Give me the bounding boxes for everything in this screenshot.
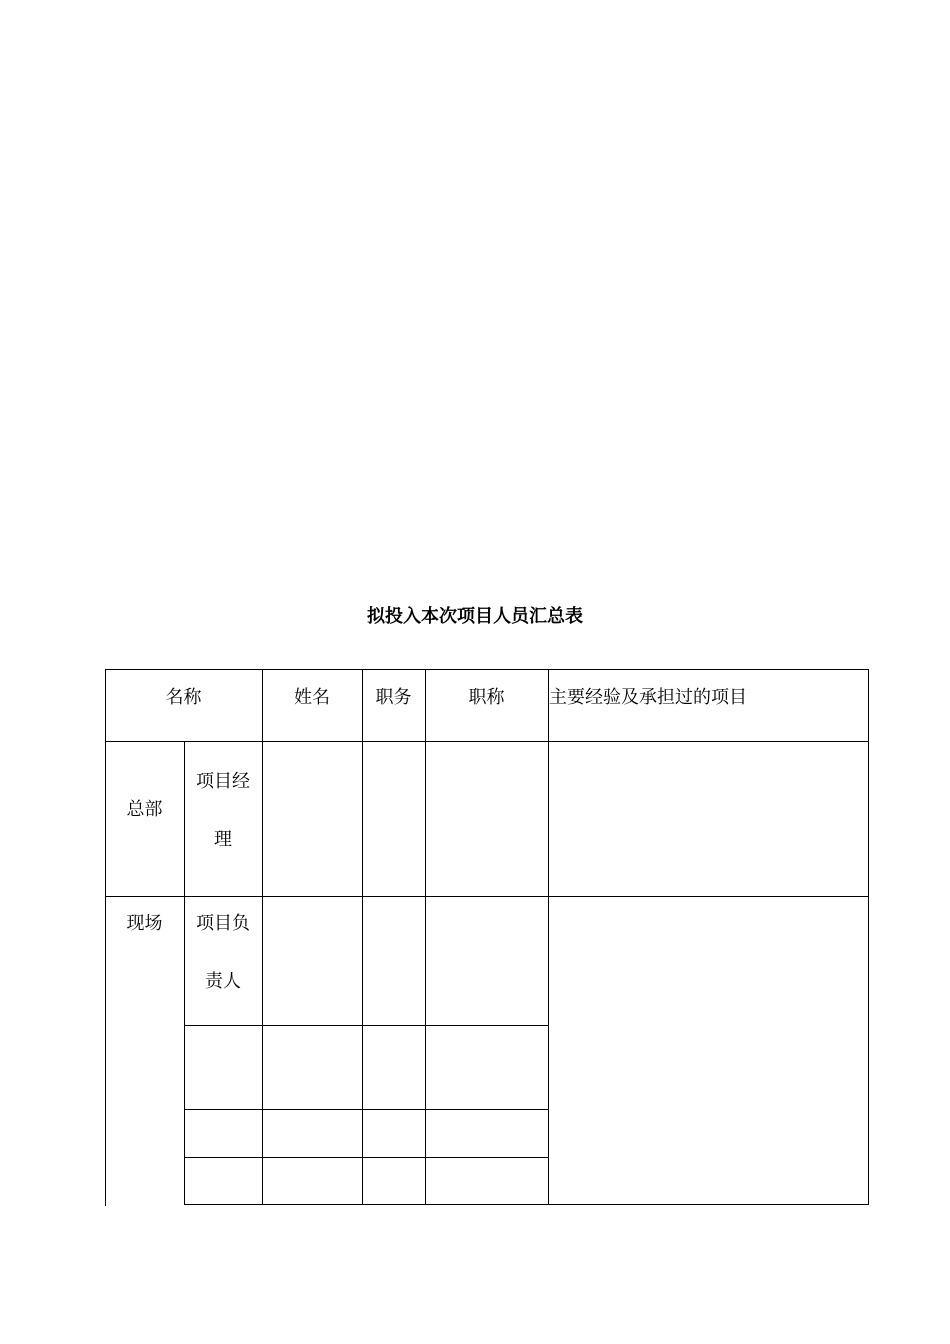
document-title: 拟投入本次项目人员汇总表 — [367, 606, 583, 627]
table-bottom-line — [184, 1204, 869, 1205]
group-label-hq: 总部 — [126, 799, 163, 820]
table-border-right — [868, 669, 869, 1205]
site-row3-bottom-line — [184, 1157, 548, 1158]
header-bottom-line — [105, 741, 869, 742]
group-label-site: 现场 — [126, 913, 163, 934]
position-title-divider — [425, 669, 426, 1205]
site-row2-bottom-line — [184, 1109, 548, 1110]
role-label-hq-line2: 理 — [214, 829, 232, 850]
personnel-summary-table — [105, 669, 869, 1206]
role-label-hq-line1: 项目经 — [196, 771, 250, 792]
header-person-name: 姓名 — [294, 687, 330, 708]
header-position: 职务 — [375, 687, 412, 708]
header-job-title: 职称 — [468, 687, 505, 708]
role-label-site-line2: 责人 — [205, 971, 241, 992]
title-experience-divider — [548, 669, 549, 1205]
header-experience: 主要经验及承担过的项目 — [549, 687, 747, 708]
site-row1-bottom-line — [184, 1025, 548, 1026]
role-name-divider — [262, 669, 263, 1205]
name-position-divider — [362, 669, 363, 1205]
header-name-col: 名称 — [165, 687, 202, 708]
role-label-site-line1: 项目负 — [196, 913, 250, 934]
